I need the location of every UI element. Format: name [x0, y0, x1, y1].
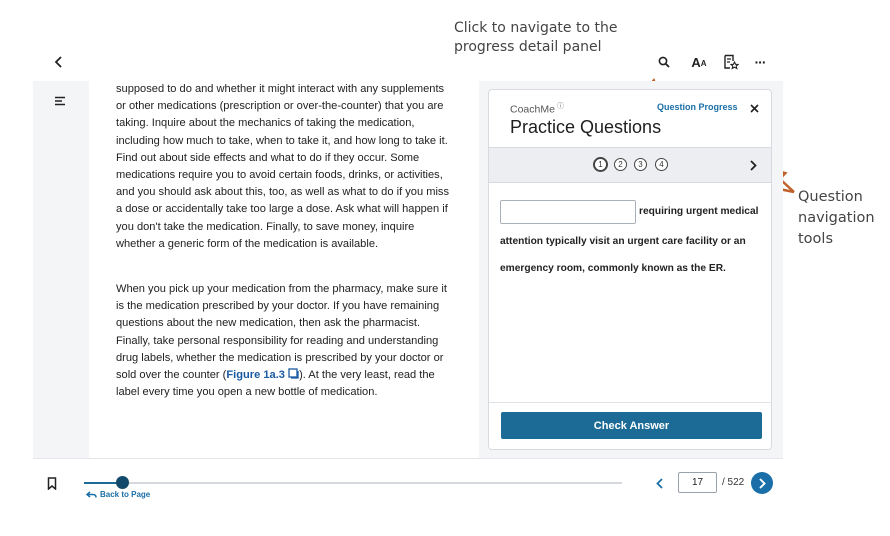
back-chevron-icon[interactable]	[51, 54, 67, 70]
previous-page-chevron-icon[interactable]	[653, 476, 667, 490]
next-page-chevron-icon	[758, 478, 766, 489]
question-line-3: emergency room, commonly known as the ER.	[500, 263, 726, 274]
search-icon[interactable]	[656, 54, 672, 70]
reading-progress-handle[interactable]	[116, 476, 129, 489]
page-number-input[interactable]	[678, 472, 717, 493]
annotation-navigation-callout	[798, 187, 875, 250]
bookmark-icon[interactable]	[45, 475, 59, 491]
next-page-button[interactable]	[751, 472, 773, 494]
table-of-contents-icon[interactable]	[52, 94, 68, 108]
question-line-1: requiring urgent medical	[639, 206, 759, 217]
more-options-icon[interactable]: ···	[754, 54, 766, 70]
annotation-nav-line3: tools	[798, 231, 834, 247]
annotation-nav-line1: Question	[798, 189, 863, 205]
question-dot-1[interactable]: 1	[593, 157, 608, 172]
paragraph-2-text-start: When you pick up your medication from the pharmacy, make sure it is the medication prescribed by your doctor. If you have remaining questions about the new medication, then ask the pharmacist. Finally, take personal responsibility for reading and understanding drug labels, whether the medication is prescribed by your doctor or sold over the counter (	[116, 283, 447, 382]
back-to-page-label: Back to Page	[100, 490, 151, 499]
page-total: / 522	[722, 477, 745, 488]
check-answer-button[interactable]: Check Answer	[501, 412, 762, 439]
question-line-2: attention typically visit an urgent care facility or an	[500, 236, 746, 247]
panel-divider	[489, 402, 771, 403]
info-icon[interactable]: ⓘ	[556, 103, 564, 110]
content-page	[89, 81, 479, 458]
content-paragraph-1: supposed to do and whether it might interact with any supplements or other medications (prescription or over-the-counter) that you are taking. Inquire about the mechanics of taking the medication, including how much to take, when to take it, and how long to take it. Find out about side effects and what to do if they occur. Some medications require you to avoid certain foods, drinks, or activities, and you should ask about this, too, as well as what to do if you miss a dose or accidentally take too large a dose. Ask what will happen if you don't take the medication. Finally, to save money, inquire whether a generic form of the medication is available.	[116, 83, 449, 250]
font-size-large-glyph: A	[691, 54, 701, 70]
annotation-progress-callout	[454, 19, 617, 57]
paragraph-2-text-end: ). At the very least, read the label every time you open a new bottle of medication.	[116, 369, 435, 399]
question-dot-3[interactable]: 3	[634, 158, 647, 171]
content-paragraph-2	[116, 281, 454, 401]
coachme-brand	[510, 101, 564, 116]
answer-input[interactable]	[500, 200, 636, 224]
annotation-nav-line2: navigation	[798, 210, 875, 226]
font-size-icon[interactable]	[688, 53, 710, 71]
bottom-divider	[33, 458, 783, 459]
practice-questions-panel	[488, 89, 772, 450]
figure-link[interactable]	[226, 369, 299, 381]
font-size-small-glyph: A	[700, 59, 707, 68]
figure-popup-icon	[288, 368, 299, 379]
next-question-chevron-icon[interactable]	[746, 158, 760, 172]
bookmark-star-icon[interactable]	[722, 53, 740, 71]
question-progress-link[interactable]: Question Progress	[657, 102, 738, 112]
undo-arrow-icon	[86, 491, 97, 499]
close-panel-icon[interactable]	[747, 101, 761, 115]
annotation-progress-line1: Click to navigate to the	[454, 20, 618, 36]
panel-title: Practice Questions	[510, 117, 662, 137]
coachme-label: CoachMe	[510, 103, 555, 116]
question-dot-4[interactable]: 4	[655, 158, 668, 171]
question-dot-2[interactable]: 2	[614, 158, 627, 171]
annotation-progress-line2: progress detail panel	[454, 39, 602, 55]
reading-progress-track[interactable]	[84, 482, 622, 484]
question-navigation-strip	[489, 147, 771, 183]
figure-link-label: Figure 1a.3	[226, 369, 285, 382]
back-to-page-link[interactable]	[86, 490, 150, 499]
